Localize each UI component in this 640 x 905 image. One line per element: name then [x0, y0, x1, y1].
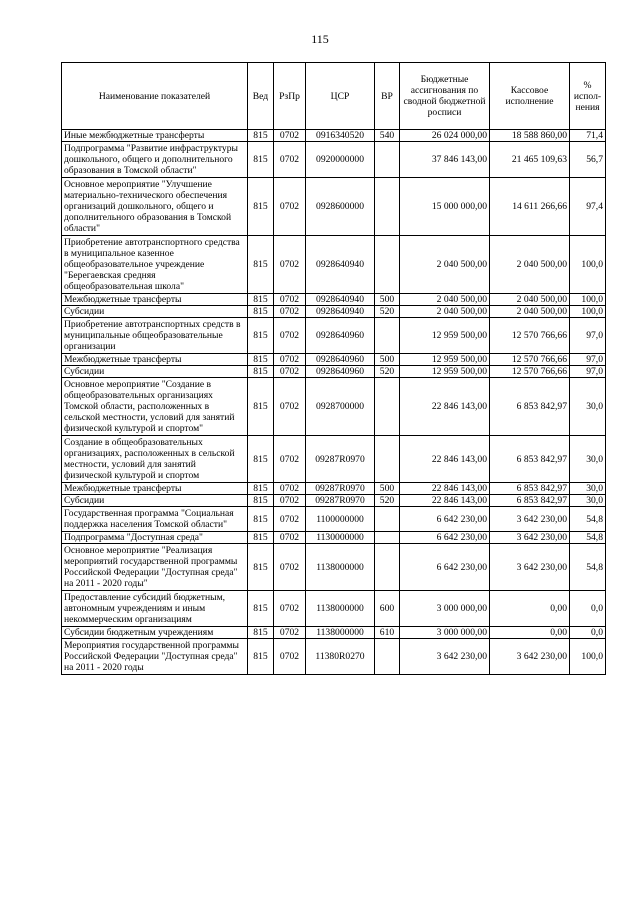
cell-csr: 1138000000 — [306, 544, 375, 591]
cell-ved: 815 — [248, 532, 274, 544]
cell-ved: 815 — [248, 130, 274, 142]
cell-cash: 6 853 842,97 — [490, 483, 570, 495]
cell-csr: 0916340520 — [306, 130, 375, 142]
cell-ved: 815 — [248, 306, 274, 318]
cell-vr: 520 — [375, 495, 400, 507]
cell-vr: 500 — [375, 294, 400, 306]
table-row — [62, 178, 606, 236]
cell-percent: 97,4 — [570, 178, 606, 236]
cell-percent: 30,0 — [570, 378, 606, 436]
cell-name: Подпрограмма "Развитие инфраструктуры дошкольного, общего и дополнительного образования в Томской области" — [62, 142, 248, 178]
table-row — [62, 378, 606, 436]
cell-csr: 09287R0970 — [306, 436, 375, 483]
cell-rzpr: 0702 — [274, 639, 306, 675]
cell-csr: 0928640960 — [306, 354, 375, 366]
cell-cash: 12 570 766,66 — [490, 366, 570, 378]
table-row — [62, 130, 606, 142]
cell-cash: 6 853 842,97 — [490, 495, 570, 507]
cell-percent: 54,8 — [570, 544, 606, 591]
cell-rzpr: 0702 — [274, 236, 306, 294]
cell-ved: 815 — [248, 507, 274, 532]
cell-name: Предоставление субсидий бюджетным, автономным учреждениям и иным некоммерческим организациям — [62, 591, 248, 627]
cell-vr — [375, 318, 400, 354]
cell-budget: 2 040 500,00 — [400, 236, 490, 294]
cell-cash: 2 040 500,00 — [490, 236, 570, 294]
cell-rzpr: 0702 — [274, 354, 306, 366]
cell-rzpr: 0702 — [274, 532, 306, 544]
cell-vr: 500 — [375, 354, 400, 366]
cell-cash: 2 040 500,00 — [490, 294, 570, 306]
cell-vr — [375, 544, 400, 591]
cell-cash: 14 611 266,66 — [490, 178, 570, 236]
cell-ved: 815 — [248, 591, 274, 627]
cell-cash: 21 465 109,63 — [490, 142, 570, 178]
cell-percent: 30,0 — [570, 495, 606, 507]
cell-rzpr: 0702 — [274, 178, 306, 236]
table-row — [62, 436, 606, 483]
cell-rzpr: 0702 — [274, 294, 306, 306]
cell-vr — [375, 236, 400, 294]
cell-vr: 520 — [375, 306, 400, 318]
cell-name: Субсидии — [62, 306, 248, 318]
cell-csr: 0928640960 — [306, 366, 375, 378]
cell-name: Основное мероприятие "Реализация мероприятий государственной программы Российской Федерации "Доступная среда" на 2011 - 2020 годы" — [62, 544, 248, 591]
cell-budget: 3 000 000,00 — [400, 627, 490, 639]
cell-budget: 37 846 143,00 — [400, 142, 490, 178]
cell-budget: 12 959 500,00 — [400, 318, 490, 354]
cell-name: Субсидии бюджетным учреждениям — [62, 627, 248, 639]
table-row — [62, 544, 606, 591]
header-ved: Вед — [248, 63, 274, 130]
cell-percent: 100,0 — [570, 236, 606, 294]
table-row — [62, 532, 606, 544]
cell-percent: 30,0 — [570, 436, 606, 483]
cell-ved: 815 — [248, 294, 274, 306]
cell-percent: 100,0 — [570, 294, 606, 306]
cell-name: Приобретение автотранспортных средств в муниципальные общеобразовательные организации — [62, 318, 248, 354]
cell-percent: 54,8 — [570, 507, 606, 532]
cell-csr: 09287R0970 — [306, 495, 375, 507]
cell-rzpr: 0702 — [274, 366, 306, 378]
cell-csr: 0920000000 — [306, 142, 375, 178]
cell-percent: 97,0 — [570, 318, 606, 354]
cell-cash: 2 040 500,00 — [490, 306, 570, 318]
cell-percent: 97,0 — [570, 354, 606, 366]
budget-execution-table — [61, 62, 606, 675]
table-row — [62, 591, 606, 627]
cell-vr: 500 — [375, 483, 400, 495]
cell-cash: 12 570 766,66 — [490, 354, 570, 366]
cell-percent: 100,0 — [570, 306, 606, 318]
cell-csr: 0928640940 — [306, 294, 375, 306]
cell-rzpr: 0702 — [274, 544, 306, 591]
cell-csr: 0928640940 — [306, 306, 375, 318]
table-row — [62, 495, 606, 507]
cell-cash: 0,00 — [490, 591, 570, 627]
cell-name: Государственная программа "Социальная поддержка населения Томской области" — [62, 507, 248, 532]
cell-vr — [375, 178, 400, 236]
cell-name: Основное мероприятие "Создание в общеобразовательных организациях Томской области, расположенных в сельской местности, условий для занятий физической культурой и спортом" — [62, 378, 248, 436]
cell-csr: 0928640960 — [306, 318, 375, 354]
cell-csr: 09287R0970 — [306, 483, 375, 495]
cell-ved: 815 — [248, 436, 274, 483]
header-percent: % испол-нения — [570, 63, 606, 130]
header-rzpr: РзПр — [274, 63, 306, 130]
cell-vr — [375, 378, 400, 436]
cell-cash: 3 642 230,00 — [490, 544, 570, 591]
table-row — [62, 483, 606, 495]
cell-vr — [375, 142, 400, 178]
header-budget: Бюджетные ассигнования по сводной бюджетной росписи — [400, 63, 490, 130]
table-row — [62, 366, 606, 378]
table-row — [62, 236, 606, 294]
cell-budget: 12 959 500,00 — [400, 366, 490, 378]
cell-rzpr: 0702 — [274, 436, 306, 483]
cell-name: Создание в общеобразовательных организациях, расположенных в сельской местности, условий для занятий физической культурой и спортом — [62, 436, 248, 483]
cell-name: Субсидии — [62, 366, 248, 378]
cell-name: Межбюджетные трансферты — [62, 483, 248, 495]
cell-vr — [375, 532, 400, 544]
cell-budget: 26 024 000,00 — [400, 130, 490, 142]
table-row — [62, 639, 606, 675]
cell-vr: 600 — [375, 591, 400, 627]
cell-rzpr: 0702 — [274, 483, 306, 495]
cell-ved: 815 — [248, 639, 274, 675]
cell-name: Субсидии — [62, 495, 248, 507]
cell-cash: 6 853 842,97 — [490, 436, 570, 483]
cell-rzpr: 0702 — [274, 507, 306, 532]
cell-name: Иные межбюджетные трансферты — [62, 130, 248, 142]
cell-vr — [375, 639, 400, 675]
cell-rzpr: 0702 — [274, 378, 306, 436]
cell-budget: 6 642 230,00 — [400, 544, 490, 591]
cell-csr: 1138000000 — [306, 591, 375, 627]
cell-budget: 6 642 230,00 — [400, 507, 490, 532]
cell-name: Мероприятия государственной программы Российской Федерации "Доступная среда" на 2011 - 2020 годы — [62, 639, 248, 675]
cell-rzpr: 0702 — [274, 130, 306, 142]
header-vr: ВР — [375, 63, 400, 130]
cell-percent: 0,0 — [570, 627, 606, 639]
cell-budget: 2 040 500,00 — [400, 306, 490, 318]
cell-cash: 3 642 230,00 — [490, 532, 570, 544]
table-row — [62, 306, 606, 318]
cell-vr: 520 — [375, 366, 400, 378]
cell-vr — [375, 436, 400, 483]
cell-percent: 54,8 — [570, 532, 606, 544]
cell-percent: 30,0 — [570, 483, 606, 495]
cell-csr: 11380R0270 — [306, 639, 375, 675]
cell-csr: 0928600000 — [306, 178, 375, 236]
cell-ved: 815 — [248, 495, 274, 507]
cell-ved: 815 — [248, 378, 274, 436]
cell-cash: 3 642 230,00 — [490, 639, 570, 675]
cell-percent: 71,4 — [570, 130, 606, 142]
cell-ved: 815 — [248, 318, 274, 354]
cell-ved: 815 — [248, 178, 274, 236]
header-csr: ЦСР — [306, 63, 375, 130]
cell-ved: 815 — [248, 354, 274, 366]
cell-name: Межбюджетные трансферты — [62, 294, 248, 306]
cell-vr: 610 — [375, 627, 400, 639]
cell-ved: 815 — [248, 544, 274, 591]
cell-budget: 22 846 143,00 — [400, 495, 490, 507]
cell-csr: 0928640940 — [306, 236, 375, 294]
cell-csr: 1130000000 — [306, 532, 375, 544]
cell-cash: 3 642 230,00 — [490, 507, 570, 532]
cell-budget: 22 846 143,00 — [400, 378, 490, 436]
cell-cash: 18 588 860,00 — [490, 130, 570, 142]
cell-budget: 15 000 000,00 — [400, 178, 490, 236]
cell-percent: 100,0 — [570, 639, 606, 675]
cell-cash: 12 570 766,66 — [490, 318, 570, 354]
page-number: 115 — [311, 32, 329, 46]
cell-name: Приобретение автотранспортного средства в муниципальное казенное общеобразовательное учреждение "Берегаевская средняя общеобразовательная школа" — [62, 236, 248, 294]
cell-budget: 22 846 143,00 — [400, 483, 490, 495]
cell-cash: 6 853 842,97 — [490, 378, 570, 436]
cell-budget: 2 040 500,00 — [400, 294, 490, 306]
cell-percent: 97,0 — [570, 366, 606, 378]
cell-csr: 1138000000 — [306, 627, 375, 639]
cell-name: Межбюджетные трансферты — [62, 354, 248, 366]
cell-budget: 3 642 230,00 — [400, 639, 490, 675]
cell-rzpr: 0702 — [274, 318, 306, 354]
cell-percent: 56,7 — [570, 142, 606, 178]
cell-name: Основное мероприятие "Улучшение материально-технического обеспечения организаций дошкольного, общего и дополнительного образования в Томской области" — [62, 178, 248, 236]
table-row — [62, 318, 606, 354]
cell-ved: 815 — [248, 366, 274, 378]
cell-ved: 815 — [248, 483, 274, 495]
cell-ved: 815 — [248, 627, 274, 639]
cell-csr: 0928700000 — [306, 378, 375, 436]
cell-rzpr: 0702 — [274, 591, 306, 627]
header-cash: Кассовое исполнение — [490, 63, 570, 130]
header-name: Наименование показателей — [62, 63, 248, 130]
cell-ved: 815 — [248, 142, 274, 178]
cell-budget: 22 846 143,00 — [400, 436, 490, 483]
cell-ved: 815 — [248, 236, 274, 294]
cell-name: Подпрограмма "Доступная среда" — [62, 532, 248, 544]
cell-rzpr: 0702 — [274, 495, 306, 507]
cell-budget: 12 959 500,00 — [400, 354, 490, 366]
cell-cash: 0,00 — [490, 627, 570, 639]
cell-rzpr: 0702 — [274, 627, 306, 639]
cell-budget: 6 642 230,00 — [400, 532, 490, 544]
cell-rzpr: 0702 — [274, 306, 306, 318]
table-body — [62, 130, 606, 675]
cell-csr: 1100000000 — [306, 507, 375, 532]
table-row — [62, 627, 606, 639]
table-row — [62, 294, 606, 306]
table-row — [62, 142, 606, 178]
cell-budget: 3 000 000,00 — [400, 591, 490, 627]
cell-rzpr: 0702 — [274, 142, 306, 178]
cell-vr: 540 — [375, 130, 400, 142]
table-row — [62, 507, 606, 532]
cell-percent: 0,0 — [570, 591, 606, 627]
table-header-row — [62, 63, 606, 130]
table-row — [62, 354, 606, 366]
cell-vr — [375, 507, 400, 532]
